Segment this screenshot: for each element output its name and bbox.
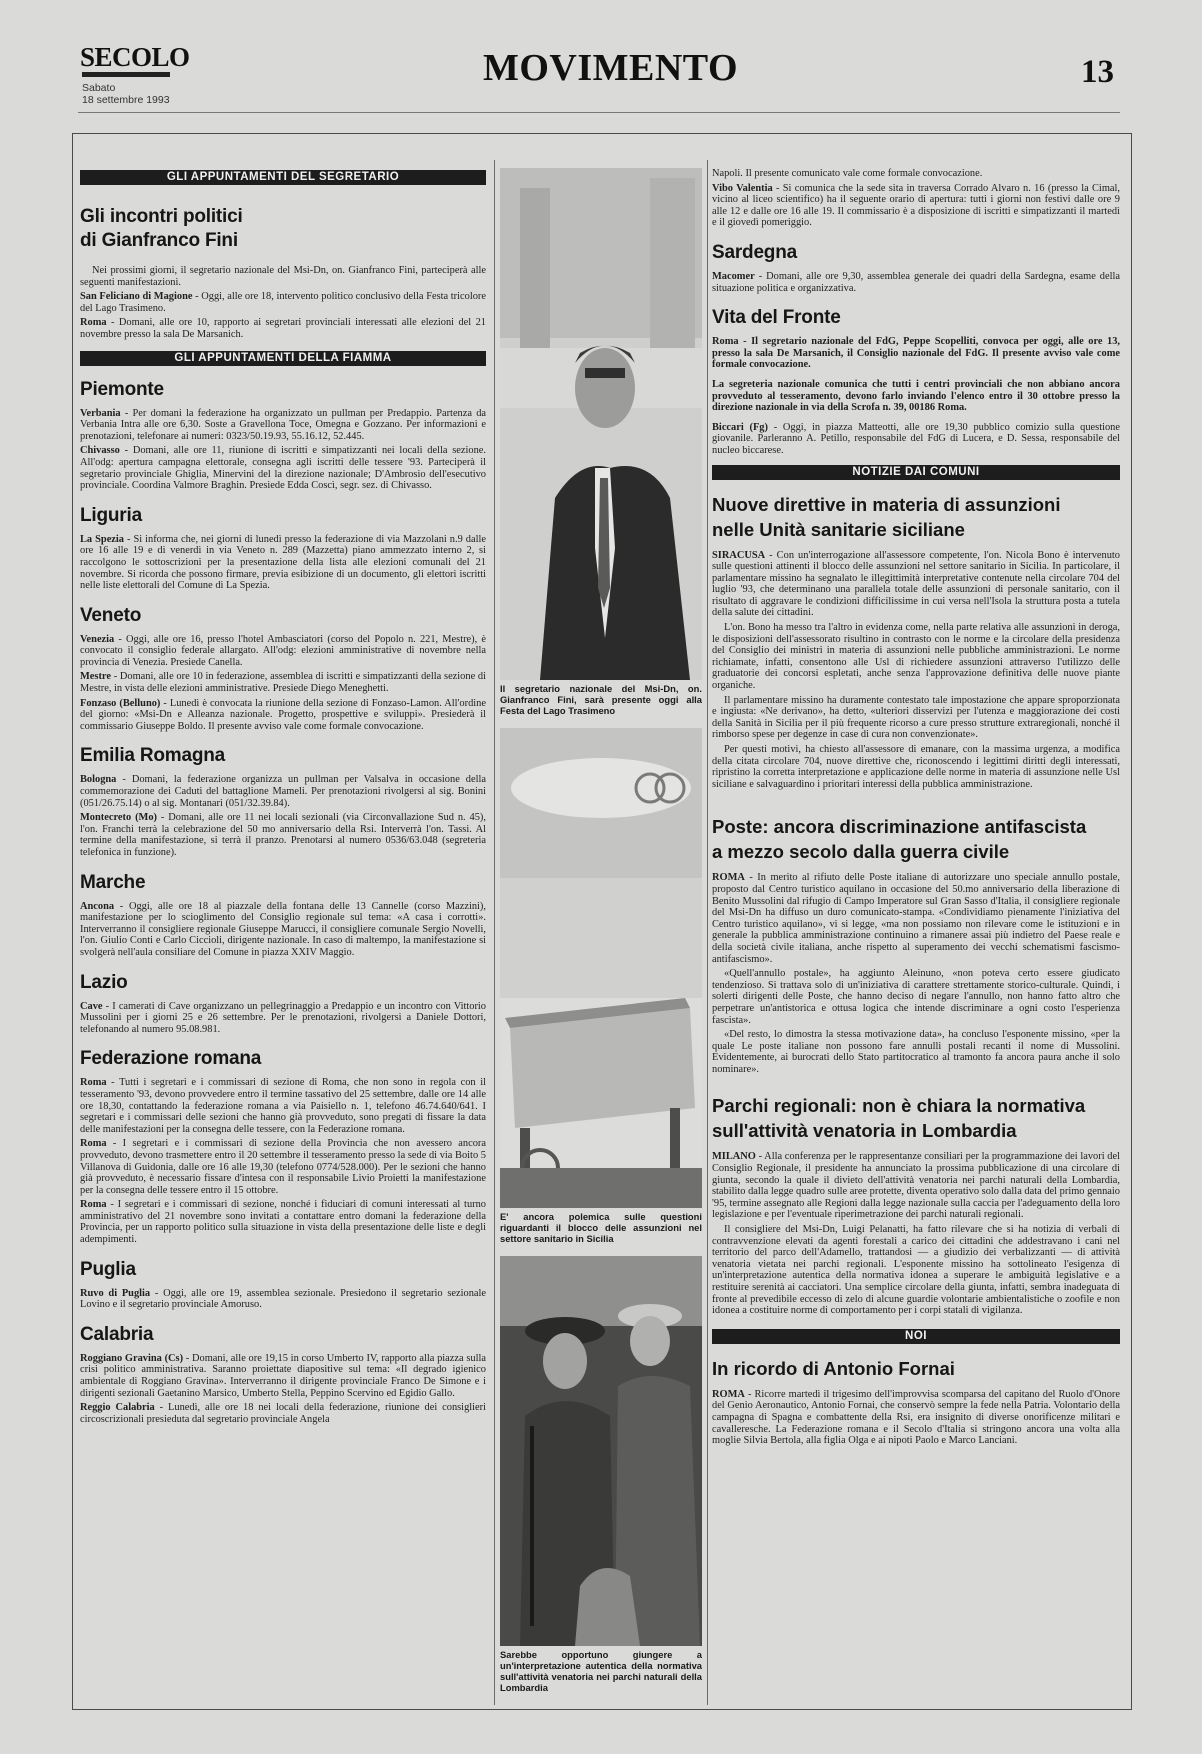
notice-item [712, 422, 1120, 457]
item-place: Reggio Calabria [80, 1402, 155, 1414]
item-text: - Con un'interrogazione all'assessore competente, l'on. Nicola Bono è intervenuto sulle questioni attinenti il blocco delle assunzioni nel settore sanitario in Sicilia. In particolare, il parlamentare missino ha segnalato le illegittimità interpretative contenute nella circolare 704 del luglio '93, che determinano una parallela totale delle assunzioni di personale sanitario, con il risultato di aggravare le condizioni difficilissime in cui versa nell'Isola la struttura posta a tutela della salute dei cittadini. [712, 549, 1120, 619]
vita-paragraph-2: La segreteria nazionale comunica che tutti i centri provinciali che non abbiano ancora provveduto al tesseramento, devono farlo inviando l'elenco entro il 30 ottobre presso la direzione nazionale in via della Scrofa n. 39, 00186 Roma. [712, 378, 1120, 414]
notice-item [80, 445, 486, 491]
notice-item [80, 634, 486, 669]
item-place: SIRACUSA [712, 549, 766, 561]
page-number: 13 [1081, 54, 1114, 90]
region-heading-emilia: Emilia Romagna [80, 745, 226, 767]
article-headline-poste [712, 814, 1120, 864]
item-place: San Feliciano di Magione [80, 291, 193, 303]
item-text: - Lunedì è convocata la riunione della sezione di Fonzaso-Lamon. All'ordine del giorno: «Msi-Dn e Alleanza nazionale. Progetto, prospettive e sviluppi». Presiederà il commissario Giuseppe Boldo. Il presente avviso vale come formale convocazione. [80, 697, 486, 732]
item-text: - Per domani la federazione ha organizzato un pullman per Predappio. Partenza da Verbania Intra alle ore 6,30. Soste a Gravellona Toce, Omegna e Gozzano. Per informazioni e prenotazioni, telefonare ai numeri: 0323/50.19.93, 55.16.12, 52.445. [80, 407, 486, 442]
region-heading-piemonte: Piemonte [80, 378, 164, 400]
notice-item [80, 1353, 486, 1399]
item-place: ROMA [712, 1388, 745, 1400]
region-heading-puglia: Puglia [80, 1258, 136, 1280]
item-place: Roma [80, 1138, 107, 1150]
headline-line2: a mezzo secolo dalla guerra civile [712, 841, 1010, 863]
region-heading-federazione-romana: Federazione romana [80, 1048, 262, 1070]
item-text: - Oggi, alle ore 16, presso l'hotel Ambasciatori (corso del Popolo n. 221, Mestre), è convocato il consiglio federale allargato. All'odg: elezioni amministrative di novembre nella provincia di Venezia. Presiede Canella. [80, 633, 486, 668]
region-heading-calabria: Calabria [80, 1323, 154, 1345]
item-place: Fonzaso (Belluno) [80, 697, 161, 709]
item-text: - In merito al rifiuto delle Poste italiane di autorizzare uno speciale annullo postale, proposto dal Centro turistico aquilano in occasione del 50.mo anniversario della liberazione di Benito Mussolini dal rifugio di Campo Imperatore sul Gran Sasso d'Italia, il consigliere regionale del Msi-Dn ha diffuso un duro comunicato-stampa. «Condividiamo pienamente l'iniziativa del Centro turistico aquilano», vi si legge, «ma non possiamo non rilevare come le istituzioni e in generale la pubblica amministrazione continuino a rimanere assai più indietro del Paese reale e della società civile italiana, anche rispetto al superamento dei vecchi schematismi fascismo-antifascismo». [712, 872, 1120, 965]
notice-item [712, 271, 1120, 294]
article-paragraph [712, 872, 1120, 965]
photo-fini-caption: Il segretario nazionale del Msi-Dn, on. Gianfranco Fini, sarà presente oggi alla Festa del Lago Trasimeno [500, 683, 702, 716]
article-paragraph: Per questi motivi, ha chiesto all'assessore di emanare, con la massima urgenza, a modifica della citata circolare 704, nuove direttive che, riconoscendo i legittimi diritti degli interessati, ripristino la corretta interpretazione e applicazione delle norme in materia di assunzione nelle Usl siciliane e salvaguardino i prioritari interessi della pubblica amministrazione. [712, 744, 1120, 790]
item-text: - Domani, alle ore 19,15 in corso Umberto IV, rapporto alla piazza sulla crisi politico amministrativa. Saranno proiettate diapositive sul tema: «Il degrado igienico ambientale di Roggiano Gravina». Interverranno il dirigente provinciale Franco De Simone e i dirigenti sezionali Gaetanino Marsico, Umberto Stella, Peppino Scervino ed Egidio Gallo. [80, 1352, 486, 1399]
item-place: Macomer [712, 270, 755, 282]
article-paragraph: Il parlamentare missino ha duramente contestato tale impostazione che appare sproporzionata e ingiusta: «Ne derivano», ha detto, «ulteriori disservizi per l'utenza e maggiorazione dei costi della Sanità in Sicilia per il più frequente ricorso a cure presso strutture extraregionali, nonché il rimborso spese per degenze in case di cura non convenzionate». [712, 694, 1120, 741]
section-bar-fiamma: GLI APPUNTAMENTI DELLA FIAMMA [80, 351, 486, 366]
item-text: - Lunedì, alle ore 18 nei locali della federazione, riunione dei consiglieri circoscrizionali presieduta dal segretario provinciale Angela [80, 1402, 486, 1425]
headline-line1: Parchi regionali: non è chiara la normativa [712, 1095, 1086, 1117]
photo-sanita [500, 728, 702, 1208]
photo-caccia [500, 1256, 702, 1646]
notice-item [80, 698, 486, 733]
item-place: Biccari (Fg) [712, 421, 768, 433]
region-heading-vita-del-fronte: Vita del Fronte [712, 307, 841, 329]
photo-fini-image [500, 168, 702, 680]
item-text: - Domani, alle ore 11 nei locali sezionali (via Circonvallazione Sud n. 45), l'on. Franchi terrà la celebrazione del 50 mo anniversario della Rsi. Interverrà l'on. Tassi. Al termine della manifestazione, si terrà il pranzo. Prenotarsi al numero 0536/63.048 (segreteria telefonica in funzione). [80, 812, 486, 858]
article-headline-fornai: In ricordo di Antonio Fornai [712, 1357, 955, 1379]
item-text: - Si comunica che la sede sita in traversa Corrado Alvaro n. 16 (presso la Cimal, vicino al liceo scientifico) ha il seguente orario di apertura: tutti i giorni non festivi dalle ore 9 alle 12 e dalle ore 16 alle 19. Il commissario è a disposizione di iscritti e simpatizzanti il martedì e il giovedì pomeriggio. [712, 182, 1120, 229]
item-place: Verbania [80, 407, 121, 419]
item-place: Ruvo di Puglia [80, 1287, 151, 1299]
article-paragraph [712, 550, 1120, 620]
notice-item [80, 1138, 486, 1196]
headline-line2: nelle Unità sanitarie siciliane [712, 518, 965, 540]
notice-item [80, 1288, 486, 1311]
fini-headline-line2: di Gianfranco Fini [80, 230, 238, 251]
photo-sanita-caption: E' ancora polemica sulle questioni riguardanti il blocco delle assunzioni nel settore sanitario in Sicilia [500, 1211, 702, 1244]
region-heading-veneto: Veneto [80, 604, 142, 626]
notice-item [80, 408, 486, 443]
item-text: - Tutti i segretari e i commissari di sezione di Roma, che non sono in regola con il tesseramento '93, devono provvedere entro il termine tassativo del 25 settembre, dalle ore 14 alle ore 18,30, contattando la federazione romana a via Paisiello n. 1, telefono 46.74.640/641. I segretari e i commissari delle sezioni che hanno già provveduto, sono pregati di fissare la data delle manifestazioni per la consegna delle tessere, con la Federazione romana. [80, 1077, 486, 1135]
column-divider-2 [707, 160, 708, 1705]
article-paragraph: L'on. Bono ha messo tra l'altro in evidenza come, nella parte relativa alle assunzioni in deroga, le disposizioni dell'assessorato risultino in contrasto con le norme e la circolare della presidenza del Consiglio dei ministri in materia di assunzioni nelle pubbliche amministrazioni. Le norme richiamate, infatti, consentono alle Usl di richiedere assunzioni attraverso l'utilizzo delle graduatorie dei concorsi espletati, anche senza l'approvazione definitiva delle nuove piante organiche. [712, 622, 1120, 692]
item-place: Cave [80, 1000, 103, 1012]
notice-item [80, 1199, 486, 1245]
item-text: - I segretari e i commissari di sezione, nonché i fiduciari di comuni interessati al turno amministrativo del 21 novembre sono invitati a contattare entro domani la federazione della Provincia, per un rapporto politico sulla situazione in vista della presentazione delle liste e degli adempimenti. [80, 1199, 486, 1246]
item-place: Vibo Valentia [712, 182, 773, 194]
photo-caccia-caption: Sarebbe opportuno giungere a un'interpretazione autentica della normativa sull'attività venatoria nei parchi naturali della Lombardia [500, 1649, 702, 1693]
fini-intro: Nei prossimi giorni, il segretario nazionale del Msi-Dn, on. Gianfranco Fini, parteciperà alle seguenti manifestazioni. [80, 265, 486, 288]
item-place: Chivasso [80, 445, 120, 457]
section-bar-comuni: NOTIZIE DAI COMUNI [712, 465, 1120, 480]
notice-item [80, 1402, 486, 1425]
region-heading-liguria: Liguria [80, 504, 142, 526]
dateline [82, 82, 170, 106]
notice-item [80, 534, 486, 592]
item-text: - Ricorre martedì il trigesimo dell'improvvisa scomparsa del capitano del Ruolo d'Onore del Genio Aeronautico, Antonio Fornai, che conservò sempre la fede nella Patria. Volontario della campagna di Spagna e combattente della Rsi, era insignito di diverse onorificenze militari e cavalleresche. La Federazione romana e il Secolo d'Italia si stringono ancora una volta alla moglie Silvia Bertola, alla figlia Olga e ai nipoti Paolo e Marco Lanciani. [712, 1388, 1120, 1447]
column-divider-1 [494, 160, 495, 1705]
item-text: - Domani, la federazione organizza un pullman per Valsalva in occasione della commemorazione dei Caduti del battaglione Mameli. Per prenotazioni rivolgersi al sig. Bonini (051/26.75.14) o al sig. Montanari (051/32.39.84). [80, 774, 486, 809]
item-text: - Alla conferenza per le rappresentanze consiliari per la programmazione dei lavori del Consiglio Regionale, il presidente ha annunciato la prossima pubblicazione di una circolare di giunta, secondo la quale il divieto dell'attività venatoria nei parchi naturali della Lombardia, stabilito dalla legge quadro sulle aree protette, diventa operativo solo dalla data del primo gennaio '95, termine assegnato alle Regioni dalla legge nazionale sulla caccia per l'adeguamento della loro legislazione e per l'eventuale riperimetrazione dei parchi naturali regionali. [712, 1151, 1120, 1221]
item-text: - Domani, alle ore 10 in federazione, assemblea di iscritti e simpatizzanti della sezione di Mestre, in vista delle elezioni amministrative. Presiede Diego Meneghetti. [80, 671, 486, 695]
item-text: - I camerati di Cave organizzano un pellegrinaggio a Predappio e un incontro con Vittorio Mussolini per i giorni 25 e 26 settembre. Per le prenotazioni, rivolgersi a Daniele Dottori, telefonando al numero 95.08.981. [80, 1000, 486, 1035]
notice-item [80, 774, 486, 809]
logo-underline [82, 72, 170, 77]
notice-item [80, 671, 486, 694]
headline-line2: sull'attività venatoria in Lombardia [712, 1120, 1017, 1142]
photo-caccia-image [500, 1256, 702, 1646]
item-place: MILANO [712, 1151, 756, 1163]
article-headline-sanita [712, 492, 1120, 542]
notice-item [80, 812, 486, 858]
item-place: Venezia [80, 633, 115, 645]
article-paragraph: «Quell'annullo postale», ha aggiunto Aleinuno, «non poteva certo essere giudicato tendenzioso. Si trattava solo di un'iniziativa di carattere strettamente storico-culturale. Quindi, i solerti dirigenti delle Poste, che hanno deciso di negare l'annullo, non hanno fatto altro che perpetrare un'antistorica e ottusa logica che intende discriminare a ogni costo l'esperienza fascista». [712, 968, 1120, 1026]
notice-item [712, 183, 1120, 229]
masthead [78, 40, 1118, 110]
region-heading-lazio: Lazio [80, 971, 128, 993]
item-place: La Spezia [80, 533, 124, 545]
item-text: - Si informa che, nei giorni di lunedì presso la federazione di via Mazzolani n.9 dalle ore 16 alle 19 e di venerdì in via Veneto n. 289 (Mazzetta) piano ammezzato interno 2, si raccolgono le sottoscrizioni per la presentazione della lista alle elezioni comunali del 21 novembre. Si ricorda che possono firmare, previa esibizione di un documento, gli elettori iscritti nelle liste elettorali del Comune di La Spezia. [80, 533, 486, 592]
fini-item [80, 317, 486, 340]
article-headline-parchi [712, 1093, 1120, 1143]
item-place: Roma [80, 317, 107, 329]
item-text: - Oggi, alle ore 18 al piazzale della fontana delle 13 Cannelle (corso Mazzini), manifestazione per lo scioglimento del Consiglio regionale sul tema: «A casa i corrotti». Interverranno il consigliere regionale Giuseppe Marucci, il consigliere comunale Sergio Novelli, l'on. Giulio Conti e Carlo Ciccioli, dirigente nazionale. In caso di maltempo, la manifestazione si svolgerà nell'aula consiliare del Comune in piazza XXIV Maggio. [80, 900, 486, 958]
vita-paragraph-1: Roma - Il segretario nazionale del FdG, Peppe Scopelliti, convoca per oggi, alle ore 13, presso la sala De Marsanich, il Consiglio nazionale del FdG. Il presente avviso vale come formale convocazione. [712, 336, 1120, 371]
item-place: Roma [80, 1077, 107, 1089]
region-heading-marche: Marche [80, 871, 146, 893]
item-text: - Domani, alle ore 11, riunione di iscritti e simpatizzanti nei locali della sezione. All'odg: apertura campagna elettorale, consegna agli iscritti delle tessere '93. Parteciperà il segretario provinciale Ghiglia, Minervini del la direzione nazionale; D'Ambrosio dell'esecutivo provinciale. Coordina Valmore Braghin. Presiede Edda Coscì, segr. sez. di Chivasso. [80, 445, 486, 492]
item-text: - Oggi, alle ore 18, intervento politico conclusivo della Festa tricolore del Lago Trasimeno. [80, 291, 486, 314]
notice-item [80, 901, 486, 959]
item-place: Roma [80, 1199, 107, 1211]
item-place: Mestre [80, 671, 111, 683]
section-title: MOVIMENTO [483, 47, 739, 89]
masthead-rule [78, 112, 1120, 113]
item-place: Bologna [80, 774, 117, 786]
item-place: ROMA [712, 872, 745, 884]
continued-text: Napoli. Il presente comunicato vale come formale convocazione. [712, 168, 983, 179]
item-place: Montecreto (Mo) [80, 812, 157, 824]
newspaper-logo: SECOLO [80, 42, 190, 72]
photo-sanita-image [500, 728, 702, 1208]
item-text: - Domani, alle ore 9,30, assemblea generale dei quadri della Sardegna, esame della situazione politica e organizzativa. [712, 270, 1120, 294]
fini-headline-line1: Gli incontri politici [80, 206, 243, 227]
item-text: - I segretari e i commissari di sezione della Provincia che non avessero ancora provveduto, devono trasmettere entro il 20 settembre il tesseramento presso la sede di via Boito 5 Villanova di Guidonia, dalle ore 16 alle 19,30 (telefono 0774/528.000). Per le sezioni che hanno già provveduto, è necessario fissare d'intesa con il responsabile Livio Proietti la manifestazione per la consegna delle tessere entro il 15 ottobre. [80, 1138, 486, 1196]
section-bar-segretario: GLI APPUNTAMENTI DEL SEGRETARIO [80, 170, 486, 185]
column-photos [500, 168, 702, 1708]
photo-fini [500, 168, 702, 680]
fini-item [80, 291, 486, 314]
dateline-day: Sabato [82, 82, 116, 94]
item-place: Ancona [80, 900, 115, 912]
dateline-date: 18 settembre 1993 [82, 94, 170, 106]
item-place: Roggiano Gravina (Cs) [80, 1352, 184, 1364]
region-heading-sardegna: Sardegna [712, 241, 797, 263]
item-text: - Oggi, alle ore 19, assemblea sezionale. Presiedono il segretario sezionale Lovino e il segretario provinciale Amoruso. [80, 1287, 486, 1311]
section-bar-noi: NOI [712, 1329, 1120, 1344]
item-text: - Domani, alle ore 10, rapporto ai segretari provinciali interessati alle elezioni del 21 novembre presso la sala De Marsanich. [80, 317, 486, 340]
column-left [80, 168, 486, 1708]
notice-item [80, 1001, 486, 1036]
column-right [712, 168, 1120, 1708]
item-text: - Oggi, in piazza Matteotti, alle ore 19,30 pubblico comizio sulla questione giovanile. Parleranno A. Petillo, responsabile del FdG di Lucera, e D. Sessa, responsabile del nucleo biccarese. [712, 421, 1120, 456]
headline-line1: Poste: ancora discriminazione antifascista [712, 816, 1087, 838]
notice-item [80, 1077, 486, 1135]
article-paragraph: «Del resto, lo dimostra la stessa motivazione data», ha concluso l'esponente missino, «per la quale Le poste italiane non possono fare annulli postali recanti il nome di Mussolini. Evidentemente, ai burocrati dello Stato partitocratico al tramonto fa ancora paura anche il solo nominare». [712, 1029, 1120, 1075]
article-paragraph [712, 1151, 1120, 1221]
headline-line1: Nuove direttive in materia di assunzioni [712, 493, 1061, 515]
article-paragraph [712, 1389, 1120, 1447]
article-paragraph: Il consigliere del Msi-Dn, Luigi Pelanatti, ha fatto rilevare che si ha notizia di verbali di contravvenzione elevati da agenti forestali a carico dei cittadini che addestravano i cani nel territorio del parco dell'Adamello, trattandosi — a giudizio dei verbalizzanti — di attività venatoria vietata nei parchi regionali. L'esponente missino ha sottolineato l'esigenza di un'interpretazione autentica della normativa idonea a superare le ambiguità legislative e a restituire serenità ai cacciatori. Una semplice circolare della giunta, infatti, sembra inadeguata di fronte al prevedibile eccesso di zelo di alcune guardie volontarie ambientalistiche o zoofile e non idonea a costituire norme di comportamento per i corpi statali di vigilanza. [712, 1224, 1120, 1317]
fini-headline [80, 205, 486, 253]
